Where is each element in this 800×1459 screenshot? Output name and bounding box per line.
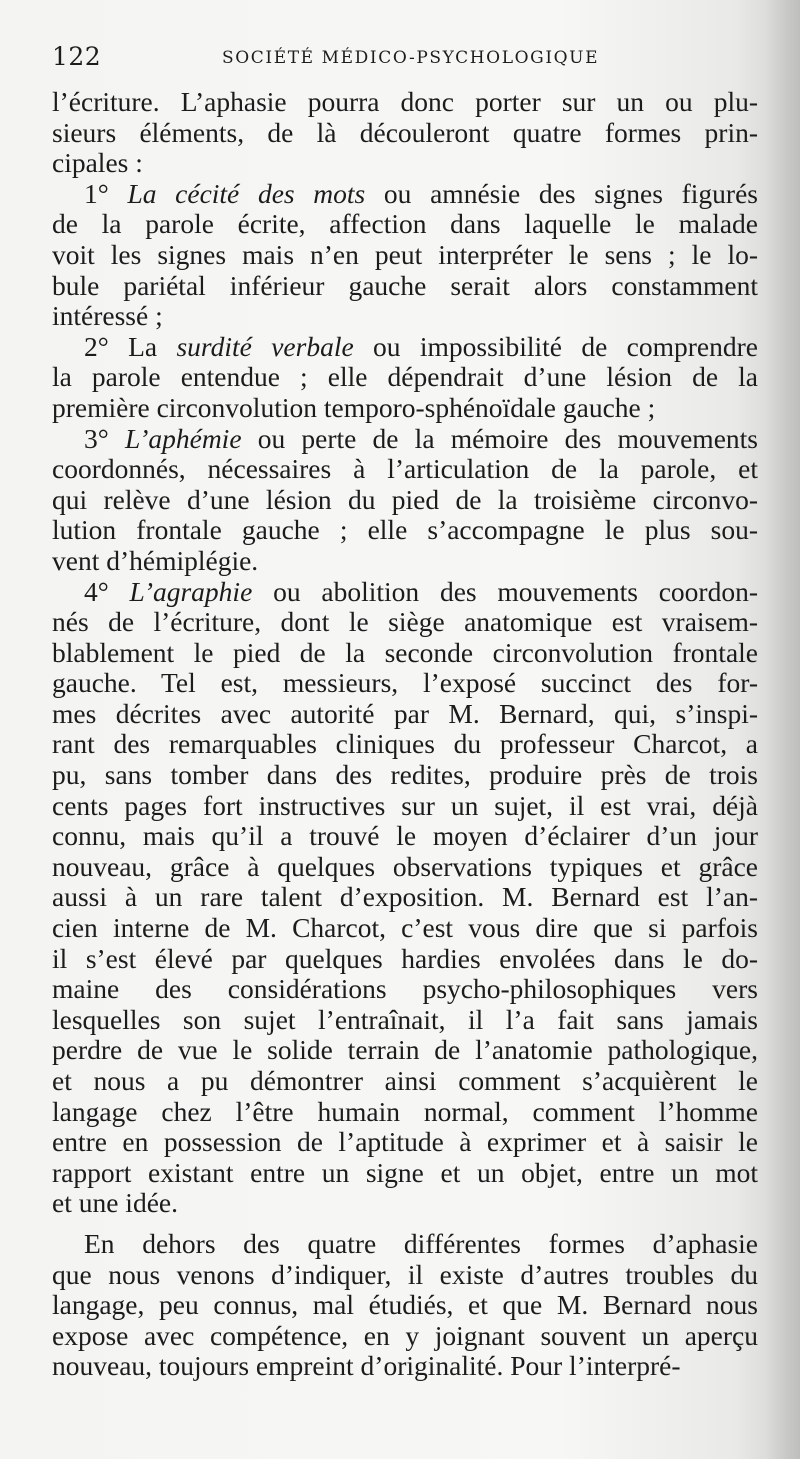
text-line: lution frontale gauche ; elle s’accompagne le plus sou-	[52, 514, 758, 546]
text-line: 4° L’agraphie ou abolition des mouvements coordon-	[84, 575, 758, 607]
body-text	[52, 87, 758, 1382]
page-number: 122	[52, 42, 102, 71]
text-line: cipales :	[52, 147, 143, 179]
text-line: aussi à un rare talent d’exposition. M. Bernard est l’an-	[52, 881, 758, 913]
text-line: coordonnés, nécessaires à l’articulation de la parole, et	[52, 453, 758, 485]
text-line: l’écriture. L’aphasie pourra donc porter sur un ou plu-	[52, 86, 758, 117]
text-line: que nous venons d’indiquer, il existe d’autres troubles du	[52, 1258, 758, 1290]
text-line: 1° La cécité des mots ou amnésie des signes figurés	[84, 177, 758, 209]
text-line: nés de l’écriture, dont le siège anatomique est vraisem-	[52, 606, 758, 638]
text-line: et nous a pu démontrer ainsi comment s’acquièrent le	[52, 1065, 758, 1096]
text-line: En dehors des quatre différentes formes d’aphasie	[84, 1227, 758, 1259]
italic-term: surdité verbale	[176, 330, 354, 362]
text-line: expose avec compétence, en y joignant souvent un aperçu	[52, 1319, 758, 1351]
text-line: bule pariétal inférieur gauche serait alors constamment	[52, 269, 758, 301]
text-line: gauche. Tel est, messieurs, l’exposé succinct des for-	[52, 667, 758, 699]
text-line: maine des considérations psycho-philosophiques vers	[52, 973, 758, 1005]
text-line: langage, peu connus, mal étudiés, et que M. Bernard nous	[52, 1289, 758, 1321]
text-line: il s’est élevé par quelques hardies envolées dans le do-	[52, 942, 758, 974]
text-line: 2° La surdité verbale ou impossibilité de comprendre	[84, 330, 758, 362]
text-line: voit les signes mais n’en peut interpréter le sens ; le lo-	[52, 238, 758, 270]
text-line: vent d’hémiplégie.	[52, 544, 259, 576]
text-line: connu, mais qu’il a trouvé le moyen d’éclairer d’un jour	[52, 820, 758, 852]
text-line: lesquelles son sujet l’entraînait, il l’a fait sans jamais	[52, 1003, 758, 1035]
text-line: nouveau, grâce à quelques observations typiques et grâce	[52, 850, 758, 882]
text-line: 3° L’aphémie ou perte de la mémoire des mouvements	[84, 422, 758, 454]
text-line: la parole entendue ; elle dépendrait d’une lésion de la	[52, 361, 758, 393]
text-line: de la parole écrite, affection dans laquelle le malade	[52, 208, 758, 240]
text-line: pu, sans tomber dans des redites, produire près de trois	[52, 759, 758, 791]
text-line: langage chez l’être humain normal, comment l’homme	[52, 1095, 758, 1127]
italic-term: L’agraphie	[129, 575, 253, 607]
text-line: rapport existant entre un signe et un objet, entre un mot	[52, 1156, 758, 1188]
text-line: mes décrites avec autorité par M. Bernard, qui, s’inspi-	[52, 697, 758, 729]
text-line: entre en possession de l’aptitude à exprimer et à saisir le	[52, 1126, 758, 1158]
text-line: sieurs éléments, de là découleront quatre formes prin-	[52, 116, 758, 148]
running-head: SOCIÉTÉ MÉDICO-PSYCHOLOGIQUE	[222, 48, 600, 68]
text-line: intéressé ;	[52, 300, 163, 332]
text-line: et une idée.	[52, 1187, 178, 1219]
text-line: rant des remarquables cliniques du professeur Charcot, a	[52, 728, 758, 760]
italic-term: L’aphémie	[124, 422, 242, 454]
text-line: première circonvolution temporo-sphénoïdale gauche ;	[52, 391, 656, 423]
text-line: qui relève d’une lésion du pied de la troisième circonvo-	[52, 483, 758, 515]
italic-term: La cécité des mots	[127, 177, 366, 209]
text-line: cents pages fort instructives sur un sujet, il est vrai, déjà	[52, 789, 758, 821]
text-line: cien interne de M. Charcot, c’est vous dire que si parfois	[52, 912, 758, 944]
page-header	[52, 40, 752, 74]
page-edge-shadow	[766, 0, 800, 1459]
text-line: blablement le pied de la seconde circonvolution frontale	[52, 636, 758, 668]
text-line: nouveau, toujours empreint d’originalité. Pour l’interpré-	[52, 1350, 681, 1382]
text-line: perdre de vue le solide terrain de l’anatomie pathologique,	[52, 1034, 758, 1066]
